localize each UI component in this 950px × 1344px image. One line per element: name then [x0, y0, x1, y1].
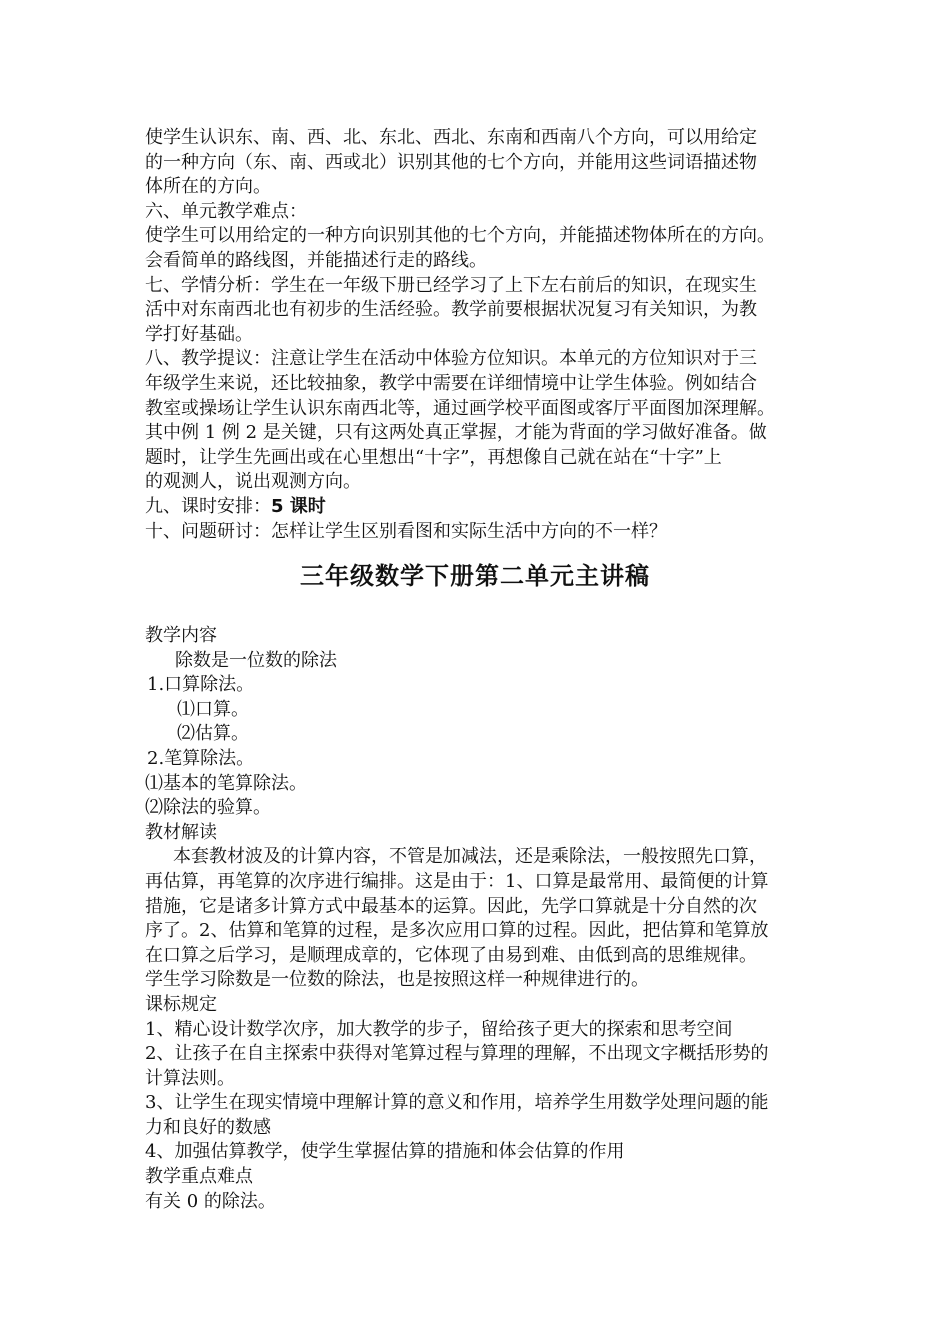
interpretation-line: 再估算，再笔算的次序进行编排。这是由于：1、口算是最常用、最简便的计算 — [145, 870, 769, 892]
suggestion-line: 年级学生来说，还比较抽象，教学中需要在详细情境中让学生体验。例如结合 — [145, 372, 757, 394]
content-subitem: ⑴基本的笔算除法。 — [145, 772, 307, 794]
analysis-line: 学打好基础。 — [145, 323, 253, 345]
schedule-value: 5 课时 — [271, 495, 326, 517]
interpretation-line: 学生学习除数是一位数的除法，也是按照这样一种规律进行的。 — [145, 969, 649, 991]
standards-line: 计算法则。 — [145, 1067, 235, 1089]
upper-section — [145, 126, 810, 544]
suggestion-line: 题时，让学生先画出或在心里想出“十字”，再想像自己就在站在“十字”上 — [145, 446, 722, 468]
standards-line: 3、让学生在现实情境中理解计算的意义和作用，培养学生用数学处理问题的能 — [145, 1092, 769, 1114]
difficulty-line: 使学生可以用给定的一种方向识别其他的七个方向，并能描述物体所在的方向。 — [145, 225, 775, 247]
suggestion-line: 的观测人，说出观测方向。 — [145, 471, 361, 493]
research-line: 十、问题研讨：怎样让学生区别看图和实际生活中方向的不一样？ — [145, 520, 667, 542]
suggestion-line: 其中例 1 例 2 是关键，只有这两处真正掌握，才能为背面的学习做好准备。做 — [145, 422, 767, 444]
standards-line: 1、精心设计数学次序，加大教学的步子，留给孩子更大的探索和思考空间 — [145, 1018, 733, 1040]
interpretation-line: 序了。2、估算和笔算的过程，是多次应用口算的过程。因此，把估算和笔算放 — [145, 920, 769, 942]
standards-line: 力和良好的数感 — [145, 1116, 271, 1138]
content-subitem: ⑵估算。 — [177, 723, 249, 745]
standards-line: 2、让孩子在自主探索中获得对笔算过程与算理的理解，不出现文字概括形势的 — [145, 1043, 769, 1065]
suggestion-line: 八、教学提议：注意让学生在活动中体验方位知识。本单元的方位知识对于三 — [145, 348, 757, 370]
key-points-line: 有关 0 的除法。 — [145, 1190, 276, 1212]
schedule-label: 九、课时安排： — [145, 495, 271, 517]
goal-line: 的一种方向（东、南、西或北）识别其他的七个方向，并能用这些词语描述物 — [145, 151, 757, 173]
lower-section — [145, 624, 810, 1214]
key-points-heading: 教学重点难点 — [145, 1166, 253, 1188]
interpretation-line: 在口算之后学习，是顺理成章的，它体现了由易到难、由低到高的思维规律。 — [145, 944, 757, 966]
difficulty-line: 会看简单的路线图，并能描述行走的路线。 — [145, 249, 487, 271]
standards-heading: 课标规定 — [145, 993, 217, 1015]
content-subtitle: 除数是一位数的除法 — [175, 649, 337, 671]
goal-line: 使学生认识东、南、西、北、东北、西北、东南和西南八个方向，可以用给定 — [145, 127, 757, 148]
interpretation-line: 措施，它是诸多计算方式中最基本的运算。因此，先学口算就是十分自然的次 — [145, 895, 757, 917]
analysis-line: 七、学情分析：学生在一年级下册已经学习了上下左右前后的知识，在现实生 — [145, 274, 757, 296]
difficulty-heading: 六、单元教学难点： — [145, 200, 307, 222]
content-item: 1.口算除法。 — [147, 674, 255, 696]
goal-line: 体所在的方向。 — [145, 176, 271, 198]
content-subitem: ⑵除法的验算。 — [145, 797, 271, 819]
content-heading: 教学内容 — [145, 625, 217, 646]
interpretation-line: 本套教材波及的计算内容，不管是加减法，还是乘除法，一般按照先口算， — [173, 846, 767, 868]
document-title: 三年级数学下册第二单元主讲稿 — [300, 562, 650, 590]
analysis-line: 活中对东南西北也有初步的生活经验。教学前要根据状况复习有关知识，为教 — [145, 299, 757, 321]
standards-line: 4、加强估算教学，使学生掌握估算的措施和体会估算的作用 — [145, 1141, 625, 1163]
content-subitem: ⑴口算。 — [177, 698, 249, 720]
schedule-line — [145, 495, 810, 520]
suggestion-line: 教室或操场让学生认识东南西北等，通过画学校平面图或客厅平面图加深理解。 — [145, 397, 775, 419]
content-item: 2.笔算除法。 — [147, 747, 255, 769]
interpretation-heading: 教材解读 — [145, 821, 217, 843]
